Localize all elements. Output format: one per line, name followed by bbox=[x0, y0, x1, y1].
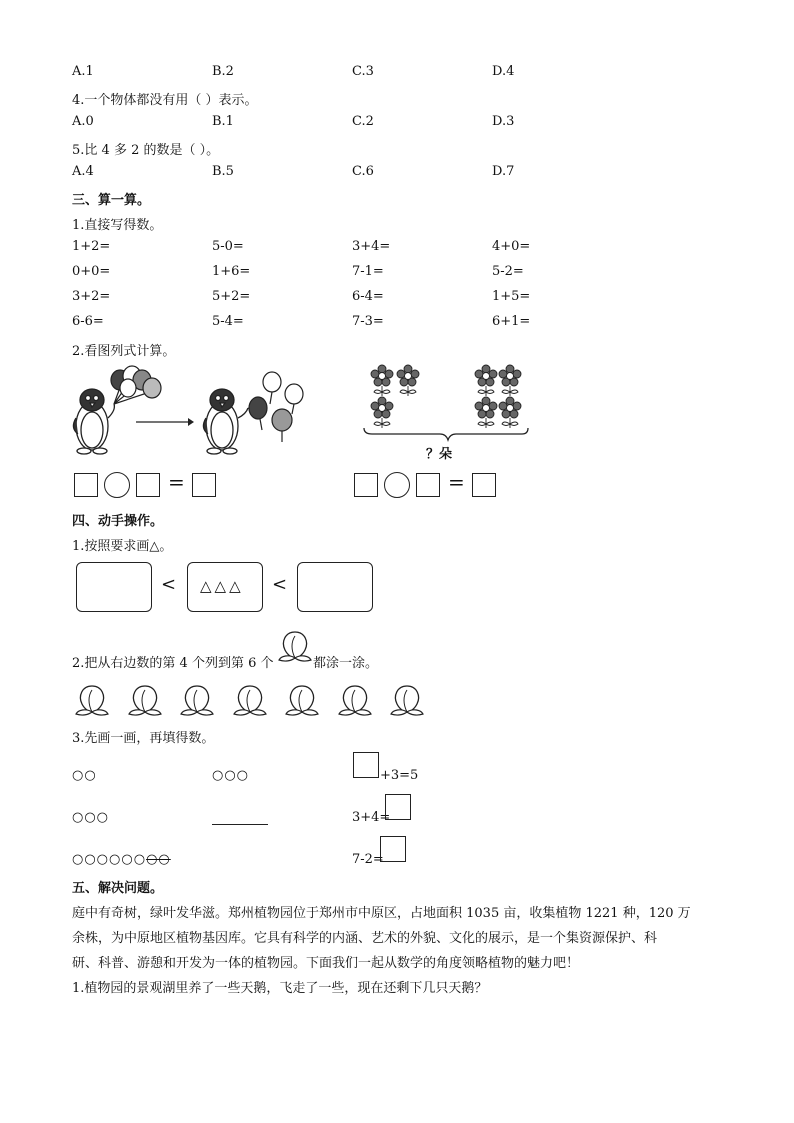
arith-cell: 6-6= bbox=[72, 314, 104, 329]
peach-icon[interactable] bbox=[74, 682, 110, 718]
q3-option-c: C.3 bbox=[352, 64, 374, 79]
q3-option-a: A.1 bbox=[72, 64, 94, 79]
equals-sign: = bbox=[448, 470, 465, 494]
penguin-balloon-illustration bbox=[70, 368, 320, 460]
operator-circle[interactable] bbox=[384, 472, 410, 498]
operator-circle[interactable] bbox=[104, 472, 130, 498]
section3-sub1: 1.直接写得数。 bbox=[72, 218, 163, 233]
fill-box[interactable] bbox=[353, 752, 379, 778]
section4-sub1: 1.按照要求画△。 bbox=[72, 539, 173, 554]
answer-box[interactable] bbox=[354, 473, 378, 497]
arith-cell: 5-2= bbox=[492, 264, 524, 279]
section5-q1: 1.植物园的景观湖里养了一些天鹅，飞走了一些，现在还剩下几只天鹅？ bbox=[72, 981, 488, 996]
q3-option-d: D.4 bbox=[492, 64, 515, 79]
answer-box[interactable] bbox=[472, 473, 496, 497]
arith-cell: 6+1= bbox=[492, 314, 531, 329]
equation-prefix: 7-2= bbox=[352, 852, 384, 867]
section5-para-line: 庭中有奇树，绿叶发华滋。郑州植物园位于郑州市中原区，占地面积 1035 亩，收集植物 1221 种，120 万 bbox=[72, 906, 691, 921]
section3-title: 三、算一算。 bbox=[72, 193, 151, 208]
circles-plain: ○○○○○○ bbox=[72, 852, 147, 867]
equation-prefix: 3+4= bbox=[352, 810, 391, 825]
circles-mid: ○○○ bbox=[212, 768, 250, 783]
section4-sub3: 3.先画一画，再填得数。 bbox=[72, 731, 215, 746]
equation-suffix: +3=5 bbox=[380, 768, 419, 783]
peach-icon[interactable] bbox=[389, 682, 425, 718]
draw-line[interactable] bbox=[212, 824, 268, 825]
draw-box-right[interactable] bbox=[297, 562, 373, 612]
section4-sub2-before: 2.把从右边数的第 4 个列到第 6 个 bbox=[72, 656, 274, 671]
section5-title: 五、解决问题。 bbox=[72, 881, 164, 896]
peach-icon[interactable] bbox=[337, 682, 373, 718]
arith-cell: 3+4= bbox=[352, 239, 391, 254]
q5-option-c: C.6 bbox=[352, 164, 374, 179]
section4-title: 四、动手操作。 bbox=[72, 514, 164, 529]
draw-box-left[interactable] bbox=[76, 562, 152, 612]
arith-cell: 4+0= bbox=[492, 239, 531, 254]
arith-cell: 5-0= bbox=[212, 239, 244, 254]
flower-question-label: ？朵 bbox=[426, 447, 453, 462]
arith-cell: 7-3= bbox=[352, 314, 384, 329]
peach-icon[interactable] bbox=[127, 682, 163, 718]
arith-cell: 7-1= bbox=[352, 264, 384, 279]
equals-sign: = bbox=[168, 470, 185, 494]
q5-option-a: A.4 bbox=[72, 164, 94, 179]
q4-option-b: B.1 bbox=[212, 114, 234, 129]
circles-struck: ○○ bbox=[146, 852, 171, 867]
arith-cell: 5+2= bbox=[212, 289, 251, 304]
peach-icon[interactable] bbox=[284, 682, 320, 718]
fill-box[interactable] bbox=[385, 794, 411, 820]
flower-illustration bbox=[362, 364, 532, 442]
q4-option-d: D.3 bbox=[492, 114, 515, 129]
answer-box[interactable] bbox=[74, 473, 98, 497]
arith-cell: 1+5= bbox=[492, 289, 531, 304]
arith-cell: 0+0= bbox=[72, 264, 111, 279]
arith-cell: 1+2= bbox=[72, 239, 111, 254]
q5-stem: 5.比 4 多 2 的数是（ ）。 bbox=[72, 143, 220, 158]
less-than-sign: < bbox=[161, 574, 177, 595]
q4-option-c: C.2 bbox=[352, 114, 374, 129]
answer-box[interactable] bbox=[416, 473, 440, 497]
less-than-sign: < bbox=[272, 574, 288, 595]
section5-para-line: 研、科普、游憩和开发为一体的植物园。下面我们一起从数学的角度领略植物的魅力吧！ bbox=[72, 956, 580, 971]
peach-icon bbox=[277, 628, 313, 664]
arith-cell: 1+6= bbox=[212, 264, 251, 279]
section5-para-line: 余株，为中原地区植物基因库。它具有科学的内涵、艺术的外貌、文化的展示，是一个集资源保护、科 bbox=[72, 931, 658, 946]
peach-icon[interactable] bbox=[232, 682, 268, 718]
peach-icon[interactable] bbox=[179, 682, 215, 718]
q4-stem: 4.一个物体都没有用（ ）表示。 bbox=[72, 93, 258, 108]
circles-left: ○○ bbox=[72, 768, 97, 783]
q4-option-a: A.0 bbox=[72, 114, 94, 129]
answer-box[interactable] bbox=[192, 473, 216, 497]
triangle-box bbox=[187, 562, 263, 612]
answer-box[interactable] bbox=[136, 473, 160, 497]
q5-option-b: B.5 bbox=[212, 164, 234, 179]
arith-cell: 5-4= bbox=[212, 314, 244, 329]
circles-left: ○○○ bbox=[72, 810, 110, 825]
q3-option-b: B.2 bbox=[212, 64, 234, 79]
arith-cell: 3+2= bbox=[72, 289, 111, 304]
circles-left bbox=[72, 852, 171, 867]
section4-sub2-after: 都涂一涂。 bbox=[313, 656, 379, 671]
triangles-text: △△△ bbox=[200, 577, 244, 595]
fill-box[interactable] bbox=[380, 836, 406, 862]
arith-cell: 6-4= bbox=[352, 289, 384, 304]
section3-sub2: 2.看图列式计算。 bbox=[72, 344, 176, 359]
q5-option-d: D.7 bbox=[492, 164, 515, 179]
